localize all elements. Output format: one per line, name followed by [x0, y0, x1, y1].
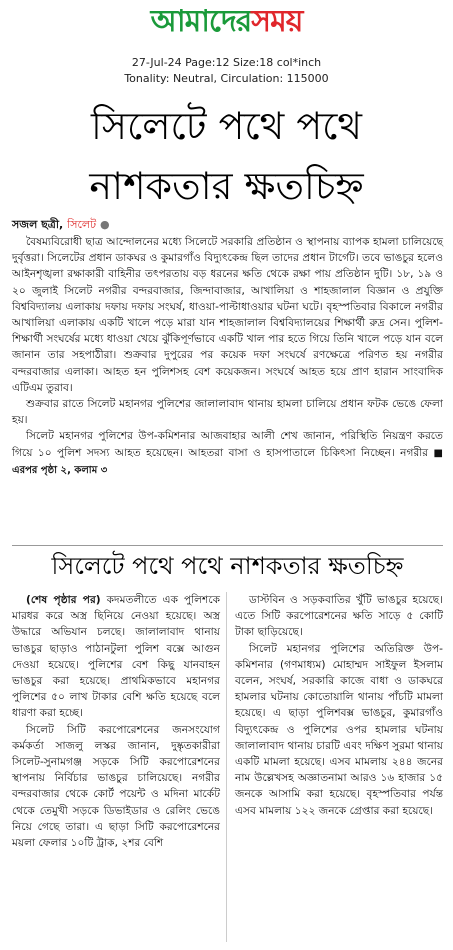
byline-place: সিলেট	[67, 218, 97, 231]
article-paragraph: (শেষ পৃষ্ঠার পর) কদমতলীতে এক পুলিশকে মারধর করে অস্ত্র ছিনিয়ে নেওয়া হয়েছে। অস্ত্র উদ্ধারে অভিযান চলছে। জালালাবাদ থানায় ভাঙচুর ছাড়াও পাঠানটুলা পুলিশ বক্সে আগুন দেওয়া হয়েছে। পুলিশের বেশ কিছু যানবাহন ভাঙচুর করা হয়েছে। প্রাথমিকভাবে মহানগর পুলিশের ৫০ লাখ টাকার বেশি ক্ষতি হয়েছে বলে ধারণা করা হচ্ছে।	[12, 594, 220, 720]
article-paragraph: ডাস্টবিন ও সড়কবাতির খুঁটি ভাঙচুর হয়েছে। এতে সিটি করপোরেশনের ক্ষতি সাড়ে ৫ কোটি টাকা ছাড়িয়েছে।	[235, 594, 443, 639]
article-paragraph: বৈষম্যবিরোধী ছাত্র আন্দোলনের মধ্যে সিলেটে সরকারি প্রতিষ্ঠান ও স্থাপনায় ব্যাপক হামলা চালিয়েছে দুর্বৃত্তরা। সিলেটের প্রধান ডাকঘর ও কুমারগাঁও বিদ্যুৎকেন্দ্র ছিল তাদের প্রধান টার্গেট। তবে ভাঙচুর হলেও আইনশৃঙ্খলা রক্ষাকারী বাহিনীর তৎপরতায় বড় ধরনের ক্ষতি থেকে রক্ষা পায় প্রতিষ্ঠান দুটি। ১৮, ১৯ ও ২০ জুলাই সিলেট নগরীর বন্দরবাজার, জিন্দাবাজার, আখালিয়া ও শাহজালাল বিজ্ঞান ও প্রযুক্তি বিশ্ববিদ্যালয় এলাকায় দফায় দফায় সংঘর্ষ, ধাওয়া-পাল্টাধাওয়ার ঘটনা ঘটে। বৃহস্পতিবার বিকালে নগরীর আখালিয়া এলাকায় একটি খালে পড়ে মারা যান শাহজালাল বিশ্ববিদ্যালয়ের শিক্ষার্থী রুদ্র সেন। পুলিশ-শিক্ষার্থী সংঘর্ষের মধ্যে ধাওয়া খেয়ে ঝুঁকিপূর্ণভাবে একটি খাল পার হতে গিয়ে তিনি খালে পড়ে যান বলে জানান তার সহপাঠীরা। শুক্রবার দুপুরের পর কয়েক দফা সংঘর্ষে রণক্ষেত্রে পরিণত হয় নগরীর বন্দরবাজার এলাকা। আহত হন পুলিশসহ বেশ কয়েকজন। সংঘর্ষে আহত হয়ে প্রাণ হারান সাংবাদিক এটিএম তুরাব।	[12, 236, 443, 394]
continued-label: (শেষ পৃষ্ঠার পর)	[26, 594, 101, 606]
section-divider	[12, 545, 443, 546]
clipping-meta-date: 27-Jul-24 Page:12 Size:18 col*inch	[131, 56, 322, 69]
continuation-column-right	[235, 592, 443, 819]
article-body	[12, 234, 443, 479]
continued-jump-line: ■ এরপর পৃষ্ঠা ২, কলাম ৩	[12, 447, 443, 476]
headline-line-1: সিলেটে পথে পথে	[90, 104, 363, 148]
article-paragraph: সিলেট মহানগর পুলিশের উপ-কমিশনার আজবাহার আলী শেখ জানান, পরিস্থিতি নিয়ন্ত্রণ করতে গিয়ে ১০ পুলিশ সদস্য আহত হয়েছেন। আহতরা বাসা ও হাসপাতালে চিকিৎসা নিচ্ছেন। নগরীর ■ এরপর পৃষ্ঠা ২, কলাম ৩	[12, 430, 443, 476]
masthead	[0, 0, 453, 48]
continuation-column-left	[12, 592, 220, 851]
byline	[12, 216, 110, 235]
headline-line-2: নাশকতার ক্ষতচিহ্ন	[89, 164, 364, 208]
article-paragraph: সিলেট মহানগর পুলিশের অতিরিক্ত উপ-কমিশনার (গণমাধ্যম) মোহাম্মদ সাইফুল ইসলাম বলেন, সংঘর্ষ, সরকারি কাজে বাধা ও ডাকঘরে হামলার ঘটনায় কোতোয়ালি থানায় পাঁচটি মামলা হয়েছে। এ ছাড়া পুলিশবক্স ভাঙচুর, কুমারগাঁও বিদ্যুৎকেন্দ্র ও পুলিশের ওপর হামলার ঘটনায় জালালাবাদ থানায় চারটি এবং দক্ষিণ সুরমা থানায় একটি মামলা হয়েছে। এসব মামলায় ২৪৪ জনের নাম উল্লেখসহ অজ্ঞাতনামা আরও ১৬ হাজার ১৫ জনকে আসামি করা হয়েছে। বৃহস্পতিবার পর্যন্ত এসব মামলায় ১২২ জনকে গ্রেপ্তার করা হয়েছে।	[235, 642, 443, 817]
clipping-meta-tonality: Tonality: Neutral, Circulation: 115000	[124, 72, 329, 85]
article-paragraph: সিলেট সিটি করপোরেশনের জনসংযোগ কর্মকর্তা সাজলু লস্কর জানান, দুষ্কৃতকারীরা সিলেট-সুনামগঞ্জ সড়কে সিটি করপোরেশনের স্থাপনায় নির্বিচার ভাঙচুর চালিয়েছে। নগরীর বন্দরবাজার থেকে কোর্ট পয়েন্ট ও মদিনা মার্কেট থেকে তেমুখী সড়কে ডিভাইডার ও রেলিং ভেঙে নিয়ে গেছে তারা। এ ছাড়া সিটি করপোরেশনের ময়লা ফেলার ১০টি ট্রাক, ২শর বেশি	[12, 723, 220, 850]
newspaper-logo: আমাদেরসময়	[150, 4, 303, 39]
byline-author: সজল ছত্রী,	[12, 218, 64, 231]
article-paragraph: শুক্রবার রাতে সিলেট মহানগর পুলিশের জালালাবাদ থানায় হামলা চালিয়ে প্রধান ফটক ভেঙে ফেলা হয়।	[12, 398, 443, 427]
column-divider	[226, 592, 227, 942]
continuation-headline: সিলেটে পথে পথে নাশকতার ক্ষতচিহ্ন	[51, 552, 404, 580]
bullet-icon: ●	[99, 218, 110, 231]
